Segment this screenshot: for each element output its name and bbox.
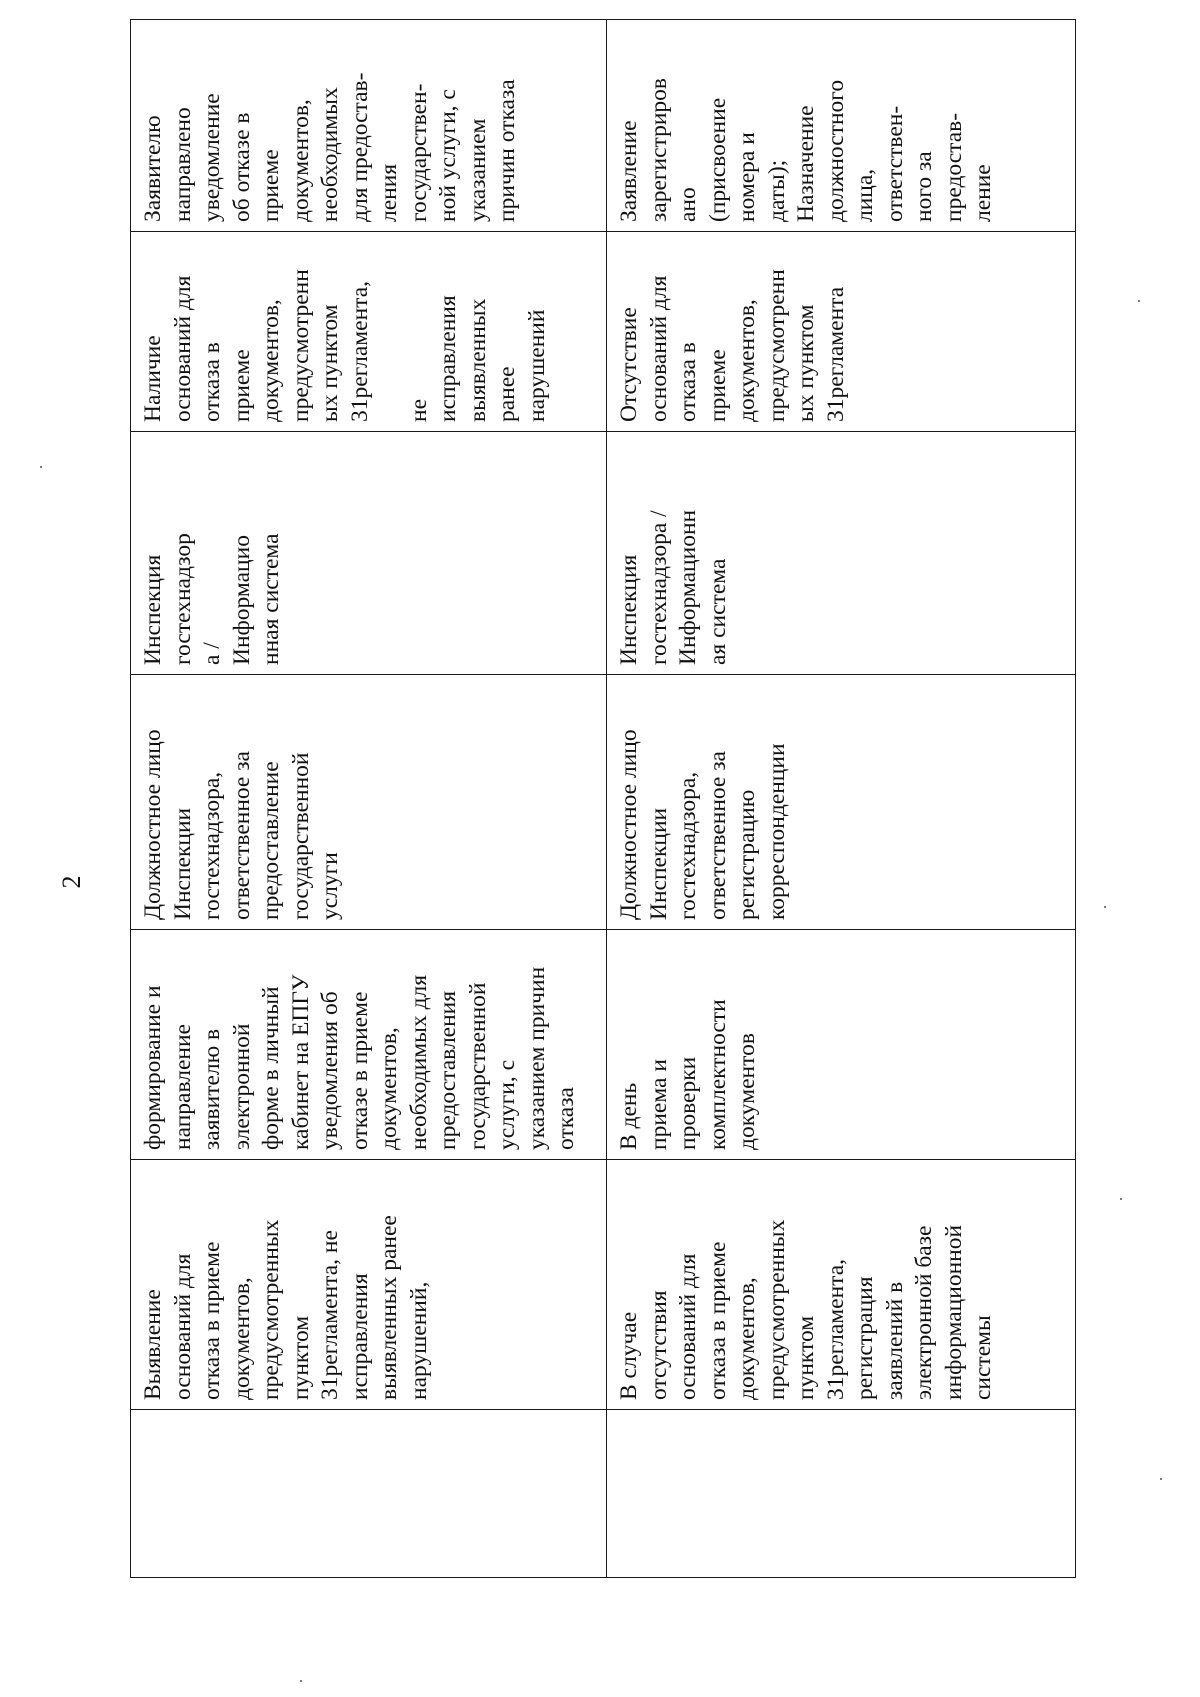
table-cell: Должностное лицо Инспекции гостехнадзора, ответственное за регистрацию корреспонденции	[607, 675, 1076, 930]
procedure-table	[130, 19, 1076, 1578]
rotated-sheet	[130, 20, 1075, 1578]
scan-speck	[1160, 1478, 1162, 1480]
table-cell: Заявителю направлено уведомление об отказе в приеме документов, необходимых для предостав- ления государствен- ной услуги, с указанием причин отказа	[131, 20, 607, 232]
table-cell-empty	[131, 1410, 607, 1578]
table-row	[131, 20, 607, 1578]
table-cell: Выявление оснований для отказа в приеме документов, предусмотренных пунктом 31регламента, не исправления выявленных ранее нарушений,	[131, 1160, 607, 1410]
table-cell: В случае отсутствия оснований для отказа в приеме документов, предусмотренных пунктом 31регламента, регистрация заявлений в электронной базе информационной системы	[607, 1160, 1076, 1410]
scan-speck	[300, 1680, 302, 1682]
table-cell: Наличие оснований для отказа в приеме документов, предусмотренн ых пунктом 31регламента, не исправления выявленных ранее нарушений	[131, 232, 607, 432]
table-cell: Должностное лицо Инспекции гостехнадзора, ответственное за предоставление государственной услуги	[131, 675, 607, 930]
rotated-table-wrapper	[130, 20, 1075, 1578]
table-cell: Отсутствие оснований для отказа в приеме документов, предусмотренн ых пунктом 31регламента	[607, 232, 1076, 432]
page-number: 2	[57, 875, 86, 889]
table-row	[607, 20, 1076, 1578]
scan-speck	[1120, 1198, 1122, 1200]
scan-speck	[1138, 300, 1140, 302]
scan-speck	[1104, 906, 1106, 908]
table-cell-empty	[607, 1410, 1076, 1578]
table-cell: Инспекция гостехнадзора / Информационн ая система	[607, 432, 1076, 675]
table-cell: формирование и направление заявителю в электронной форме в личный кабинет на ЕПГУ уведомления об отказе в приеме документов, необходимых для предоставления государственной услуги, с указанием причин отказа	[131, 930, 607, 1160]
table-cell: Заявление зарегистриров ано (присвоение номера и даты); Назначение должностного лица, ответствен- ного за предостав- ление	[607, 20, 1076, 232]
scan-speck	[40, 466, 42, 468]
table-cell: В день приема и проверки комплектности документов	[607, 930, 1076, 1160]
table-cell: Инспекция гостехнадзор а / Информацио нная система	[131, 432, 607, 675]
